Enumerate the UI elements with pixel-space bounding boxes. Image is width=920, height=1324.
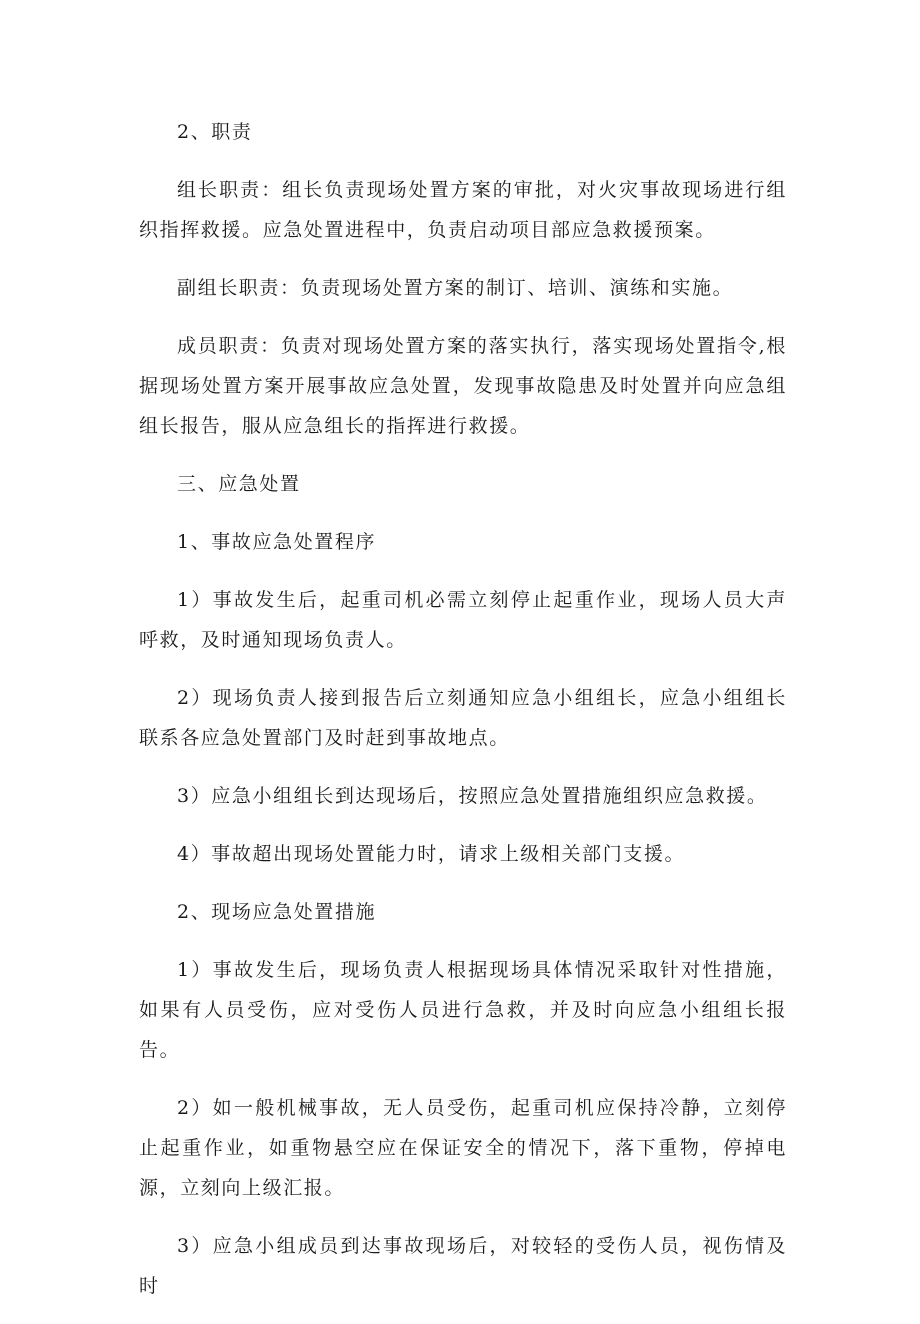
measure-step-2: 2）如一般机械事故，无人员受伤，起重司机应保持冷静，立刻停止起重作业，如重物悬空应在保证安全的情况下，落下重物，停掉电源，立刻向上级汇报。	[139, 1097, 787, 1199]
section-heading-duties: 2、职责	[177, 121, 253, 143]
document-body	[139, 112, 787, 1324]
measure-step-3: 3）应急小组成员到达事故现场后，对较轻的受伤人员，视伤情及时	[139, 1235, 787, 1297]
procedure-step-4: 4）事故超出现场处置能力时，请求上级相关部门支援。	[177, 843, 686, 865]
paragraph-deputy-leader-duties: 副组长职责：负责现场处置方案的制订、培训、演练和实施。	[177, 277, 734, 299]
subsection-heading-response-procedure: 1、事故应急处置程序	[177, 531, 377, 553]
subsection-heading-onsite-measures: 2、现场应急处置措施	[177, 901, 377, 923]
procedure-step-2: 2）现场负责人接到报告后立刻通知应急小组组长，应急小组组长联系各应急处置部门及时赶到事故地点。	[139, 687, 787, 749]
procedure-step-3: 3）应急小组组长到达现场后，按照应急处置措施组织应急救援。	[177, 785, 768, 807]
paragraph-member-duties: 成员职责：负责对现场处置方案的落实执行，落实现场处置指令,根据现场处置方案开展事故应急处置，发现事故隐患及时处置并向应急组组长报告，服从应急组长的指挥进行救援。	[139, 335, 787, 437]
measure-step-1: 1）事故发生后，现场负责人根据现场具体情况采取针对性措施，如果有人员受伤，应对受伤人员进行急救，并及时向应急小组组长报告。	[139, 959, 787, 1061]
section-heading-emergency-response: 三、应急处置	[177, 473, 301, 495]
paragraph-leader-duties: 组长职责：组长负责现场处置方案的审批，对火灾事故现场进行组织指挥救援。应急处置进程中，负责启动项目部应急救援预案。	[139, 179, 787, 241]
procedure-step-1: 1）事故发生后，起重司机必需立刻停止起重作业，现场人员大声呼救，及时通知现场负责人。	[139, 589, 787, 651]
